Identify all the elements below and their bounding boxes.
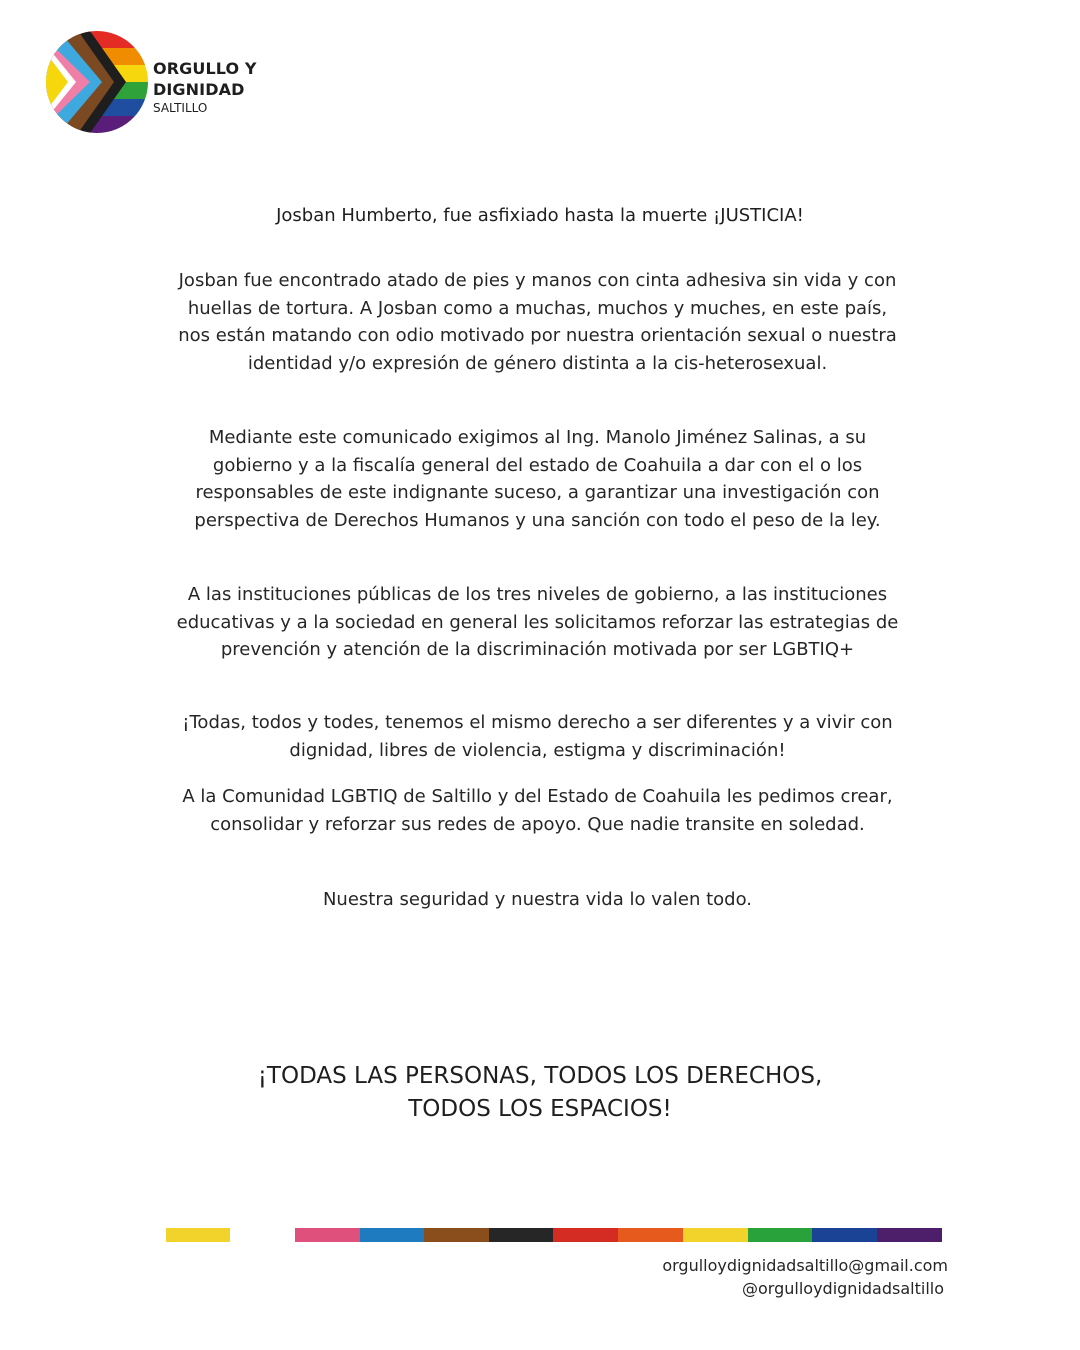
stripe-purple: [877, 1228, 942, 1242]
logo-wordmark: [153, 58, 257, 117]
pride-color-stripes: [0, 1228, 1080, 1242]
paragraph-institutions: A las instituciones públicas de los tres niveles de gobierno, a las instituciones educativas y a la sociedad en general les solicitamos reforzar las estrategias de prevención y atención de la discriminación motivada por ser LGBTIQ+: [176, 584, 899, 660]
paragraph-incident: Josban fue encontrado atado de pies y manos con cinta adhesiva sin vida y con huellas de tortura. A Josban como a muchas, muchos y muches, en este país, nos están matando con odio motivado por nuestra orientación sexual o nuestra identidad y/o expresión de género distinta a la cis-heterosexual.: [178, 270, 897, 374]
slogan: [0, 1060, 1080, 1126]
stripe-brown: [424, 1228, 489, 1242]
paragraph-community: A la Comunidad LGBTIQ de Saltillo y del Estado de Coahuila les pedimos crear, consolidar y reforzar sus redes de apoyo. Que nadie transite en soledad.: [182, 786, 893, 835]
stripe-yellow: [683, 1228, 748, 1242]
stripe-blue: [360, 1228, 424, 1242]
slogan-line-1: ¡TODAS LAS PERSONAS, TODOS LOS DERECHOS,: [257, 1063, 823, 1089]
stripe-navy: [812, 1228, 877, 1242]
paragraph-rights: ¡Todas, todos y todes, tenemos el mismo derecho a ser diferentes y a vivir con dignidad, libres de violencia, estigma y discriminación!: [182, 712, 893, 761]
stripe-yellow-short: [166, 1228, 230, 1242]
logo-line-1: ORGULLO Y: [153, 59, 257, 78]
statement-headline: Josban Humberto, fue asfixiado hasta la muerte ¡JUSTICIA!: [276, 205, 804, 226]
stripe-green: [748, 1228, 812, 1242]
social-handle[interactable]: @orgulloydignidadsaltillo: [742, 1279, 944, 1298]
logo-city: SALTILLO: [153, 101, 208, 115]
logo-line-2: DIGNIDAD: [153, 80, 245, 99]
slogan-line-2: TODOS LOS ESPACIOS!: [408, 1096, 672, 1122]
contact-info: [662, 1254, 948, 1300]
stripe-red: [553, 1228, 618, 1242]
paragraph-demand: Mediante este comunicado exigimos al Ing. Manolo Jiménez Salinas, a su gobierno y a la fiscalía general del estado de Coahuila a dar con el o los responsables de este indignante suceso, a garantizar una investigación con perspectiva de Derechos Humanos y una sanción con todo el peso de la ley.: [194, 427, 881, 531]
stripe-orange: [618, 1228, 683, 1242]
stripe-pink: [295, 1228, 360, 1242]
organization-logo: [46, 31, 276, 135]
pride-flag-logo-icon: [46, 31, 148, 133]
contact-email[interactable]: orgulloydignidadsaltillo@gmail.com: [662, 1256, 948, 1275]
stripe-black: [489, 1228, 553, 1242]
paragraph-closing: Nuestra seguridad y nuestra vida lo valen todo.: [322, 889, 753, 910]
